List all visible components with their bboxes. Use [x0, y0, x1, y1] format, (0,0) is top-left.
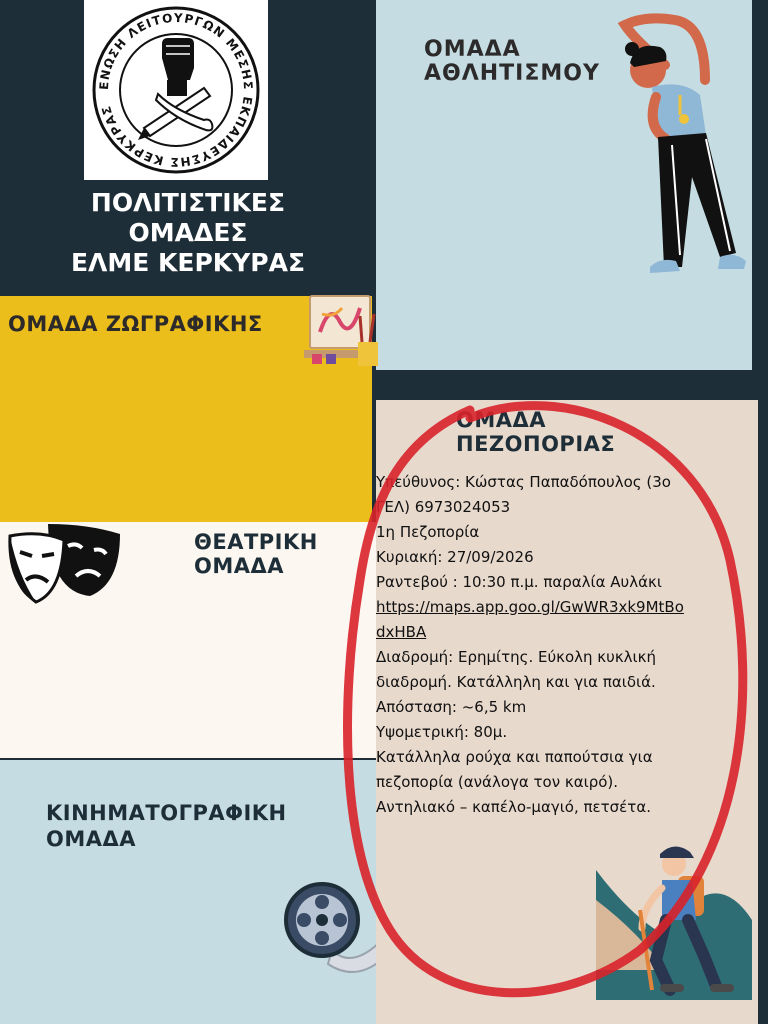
- sport-title: [424, 38, 600, 86]
- theatre-title-line: ΟΜΑΔΑ: [194, 554, 285, 578]
- hiking-info-line: Υψομετρική: 80μ.: [376, 723, 508, 741]
- theatre-title-line: ΘΕΑΤΡΙΚΗ: [194, 530, 318, 554]
- hiking-info-line: Κυριακή: 27/09/2026: [376, 548, 534, 566]
- cinema-title: [46, 800, 287, 852]
- logo-ring-text: ΕΝΩΣΗ ΛΕΙΤΟΥΡΓΩΝ ΜΕΣΗΣ ΕΚΠΑΙΔΕΥΣΗΣ ΚΕΡΚΥΡΑΣ: [96, 10, 256, 170]
- painting-title: ΟΜΑΔΑ ΖΩΓΡΑΦΙΚΗΣ: [8, 312, 263, 336]
- stretching-woman-icon: [610, 5, 760, 280]
- hiking-info-line: διαδρομή. Κατάλληλη και για παιδιά.: [376, 673, 656, 691]
- hiking-info-line: Κατάλληλα ρούχα και παπούτσια για: [376, 748, 653, 766]
- main-title: [40, 188, 336, 278]
- main-title-line: ΠΟΛΙΤΙΣΤΙΚΕΣ: [90, 188, 286, 217]
- hiking-title: [456, 408, 615, 456]
- cinema-title-line: ΟΜΑΔΑ: [46, 827, 137, 851]
- hiking-info-line: πεζοπορία (ανάλογα τον καιρό).: [376, 773, 619, 791]
- hiking-info-line: Απόσταση: ~6,5 km: [376, 698, 527, 716]
- hiking-info-line: ΓΕΛ) 6973024053: [376, 498, 511, 516]
- cinema-title-line: ΚΙΝΗΜΑΤΟΓΡΑΦΙΚΗ: [46, 801, 287, 825]
- map-link[interactable]: https://maps.app.goo.gl/GwWR3xk9MtBo: [376, 598, 684, 616]
- hiking-info-line: Υπεύθυνος: Κώστας Παπαδόπουλος (3ο: [376, 473, 671, 491]
- sport-title-line: ΑΘΛΗΤΙΣΜΟΥ: [424, 61, 600, 86]
- theatre-masks-icon: [6, 520, 126, 604]
- easel-paint-icon: [300, 292, 384, 368]
- main-title-line: ΕΛΜΕ ΚΕΡΚΥΡΑΣ: [70, 248, 306, 277]
- hiking-info-line: Διαδρομή: Ερημίτης. Εύκολη κυκλική: [376, 648, 656, 666]
- hiking-title-line: ΟΜΑΔΑ: [456, 408, 547, 432]
- hiking-info-line: Αντηλιακό – καπέλο-μαγιό, πετσέτα.: [376, 798, 651, 816]
- map-link-continued[interactable]: dxHBA: [376, 623, 427, 641]
- theatre-title: [194, 530, 318, 578]
- hiker-icon: [596, 840, 756, 1000]
- hiking-info-line: 1η Πεζοπορία: [376, 523, 480, 541]
- logo: [84, 0, 268, 180]
- sport-title-line: ΟΜΑΔΑ: [424, 37, 521, 62]
- fist-pencil-logo-icon: [84, 0, 268, 180]
- hiking-info: [376, 470, 752, 820]
- hiking-title-line: ΠΕΖΟΠΟΡΙΑΣ: [456, 432, 616, 456]
- hiking-info-line: Ραντεβού : 10:30 π.μ. παραλία Αυλάκι: [376, 573, 662, 591]
- main-title-line: ΟΜΑΔΕΣ: [128, 218, 248, 247]
